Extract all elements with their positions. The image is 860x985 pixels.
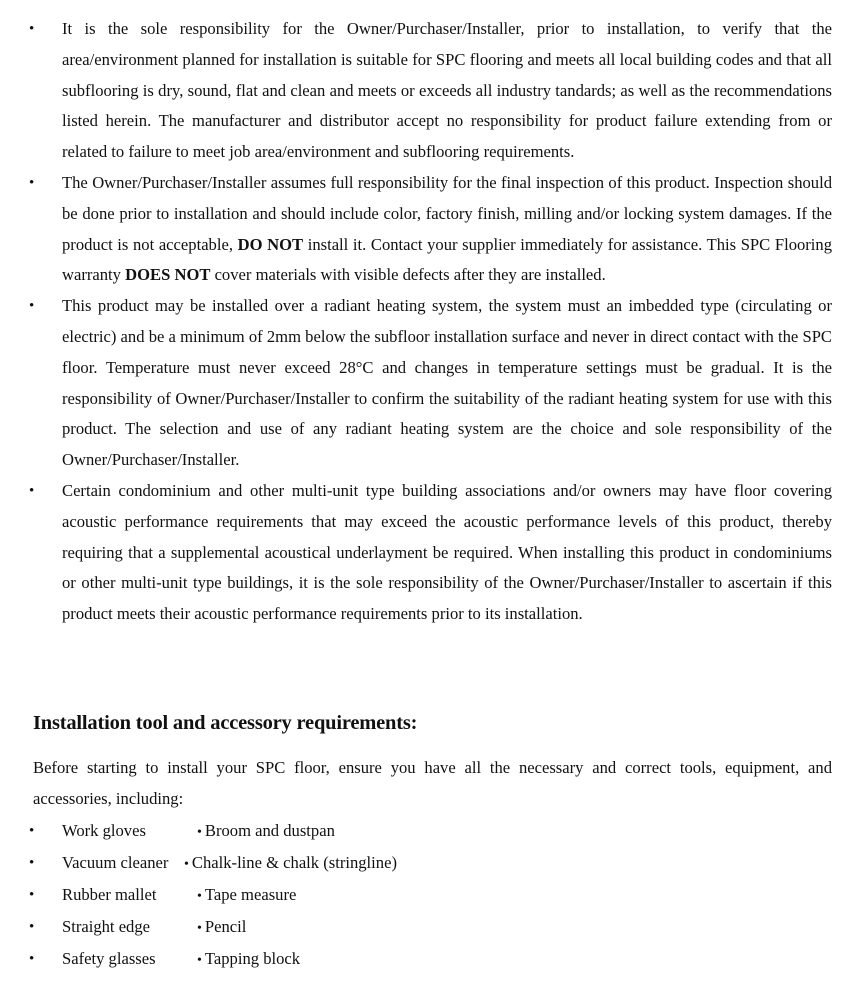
tool-item: Straight edge: [62, 917, 151, 936]
bullet-item-final-inspection: [0, 168, 860, 291]
tool-item: Tapping block: [204, 949, 301, 968]
tool-item: Safety glasses: [62, 949, 156, 968]
bullet-text-emphasis: DO NOT: [237, 234, 304, 254]
tool-item-secondary: [197, 943, 300, 977]
bullet-text-segment: cover materials with visible defects after they are installed.: [210, 265, 606, 285]
inline-bullet-marker: •: [197, 825, 202, 840]
bullet-marker: •: [29, 855, 35, 871]
bullet-marker: •: [29, 887, 35, 903]
tool-item: Work gloves: [62, 821, 146, 840]
tool-row: [0, 943, 860, 975]
bullet-marker: •: [29, 482, 35, 499]
bullet-text-segment: Certain condominium and other multi-unit type building associations and/or owners may have floor covering acoustic performance requirements that may exceed the acoustic performance levels of this product, thereby requiring that a supplemental acoustical underlayment be required. When installing this product in condominiums or other multi-unit type buildings, it is the sole responsibility of the Owner/Purchaser/Installer to ascertain if this product meets their acoustic performance requirements prior to its installation.: [62, 480, 832, 624]
tool-item: Pencil: [204, 917, 247, 936]
responsibility-bullet-list: [0, 14, 860, 630]
bullet-item-site-verification: [0, 14, 860, 168]
tool-item-secondary: [184, 847, 397, 881]
tool-item: Chalk-line & chalk (stringline): [191, 853, 397, 872]
bullet-text-segment: install it. Contact your supplier immediately for assistance. This SPC Flooring warranty: [62, 234, 833, 285]
tool-list: [0, 815, 860, 975]
tool-row: [0, 879, 860, 911]
section-intro-paragraph: Before starting to install your SPC floor, ensure you have all the necessary and correct tools, equipment, and accessories, including:: [33, 758, 832, 808]
tool-row: [0, 911, 860, 943]
tool-item: Vacuum cleaner: [62, 853, 169, 872]
tool-row: [0, 815, 860, 847]
bullet-marker: •: [29, 298, 35, 315]
section-heading: Installation tool and accessory requirements:: [33, 712, 418, 734]
tool-item-secondary: [197, 879, 296, 913]
bullet-marker: •: [29, 21, 35, 37]
bullet-marker: •: [29, 823, 35, 839]
bullet-text: [62, 296, 832, 469]
inline-bullet-marker: •: [184, 857, 189, 872]
bullet-text-emphasis: DOES NOT: [125, 265, 211, 285]
tool-item: Rubber mallet: [62, 885, 157, 904]
bullet-item-acoustic-requirements: [0, 476, 860, 630]
inline-bullet-marker: •: [197, 953, 202, 968]
bullet-marker: •: [29, 951, 35, 967]
tool-item: Broom and dustpan: [204, 821, 335, 840]
bullet-marker: •: [29, 919, 35, 935]
tool-item: Tape measure: [204, 885, 297, 904]
bullet-item-radiant-heating: [0, 291, 860, 476]
bullet-text-segment: This product may be installed over a radiant heating system, the system must an imbedded type (circulating or electric) and be a minimum of 2mm below the subfloor installation surface and never in direct contact with the SPC floor. Temperature must never exceed 28°C and changes in temperature settings must be gradual. It is the responsibility of Owner/Purchaser/Installer to confirm the suitability of the radiant heating system for use with this product. The selection and use of any radiant heating system are the choice and sole responsibility of the Owner/Purchaser/Installer.: [62, 296, 832, 470]
tool-row: [0, 847, 860, 879]
bullet-text-segment: The Owner/Purchaser/Installer assumes full responsibility for the final inspection of this product. Inspection should be done prior to installation and should include color, factory finish, milling and/or locking system damages. If the product is not acceptable,: [62, 172, 832, 254]
inline-bullet-marker: •: [197, 889, 202, 904]
bullet-text: [62, 481, 832, 623]
bullet-marker: •: [29, 174, 35, 191]
bullet-text-segment: It is the sole responsibility for the Owner/Purchaser/Installer, prior to installation, to verify that the area/environment planned for installation is suitable for SPC flooring and meets all local building codes and that all subflooring is dry, sound, flat and clean and meets or exceeds all industry tandards; as well as the recommendations listed herein. The manufacturer and distributor accept no responsibility for product failure extending from or related to failure to meet job area/environment and subflooring requirements.: [62, 19, 832, 162]
tool-item-secondary: [197, 815, 335, 849]
tool-item-secondary: [197, 911, 246, 945]
inline-bullet-marker: •: [197, 921, 202, 936]
bullet-text: [62, 173, 832, 284]
bullet-text: [62, 19, 832, 161]
